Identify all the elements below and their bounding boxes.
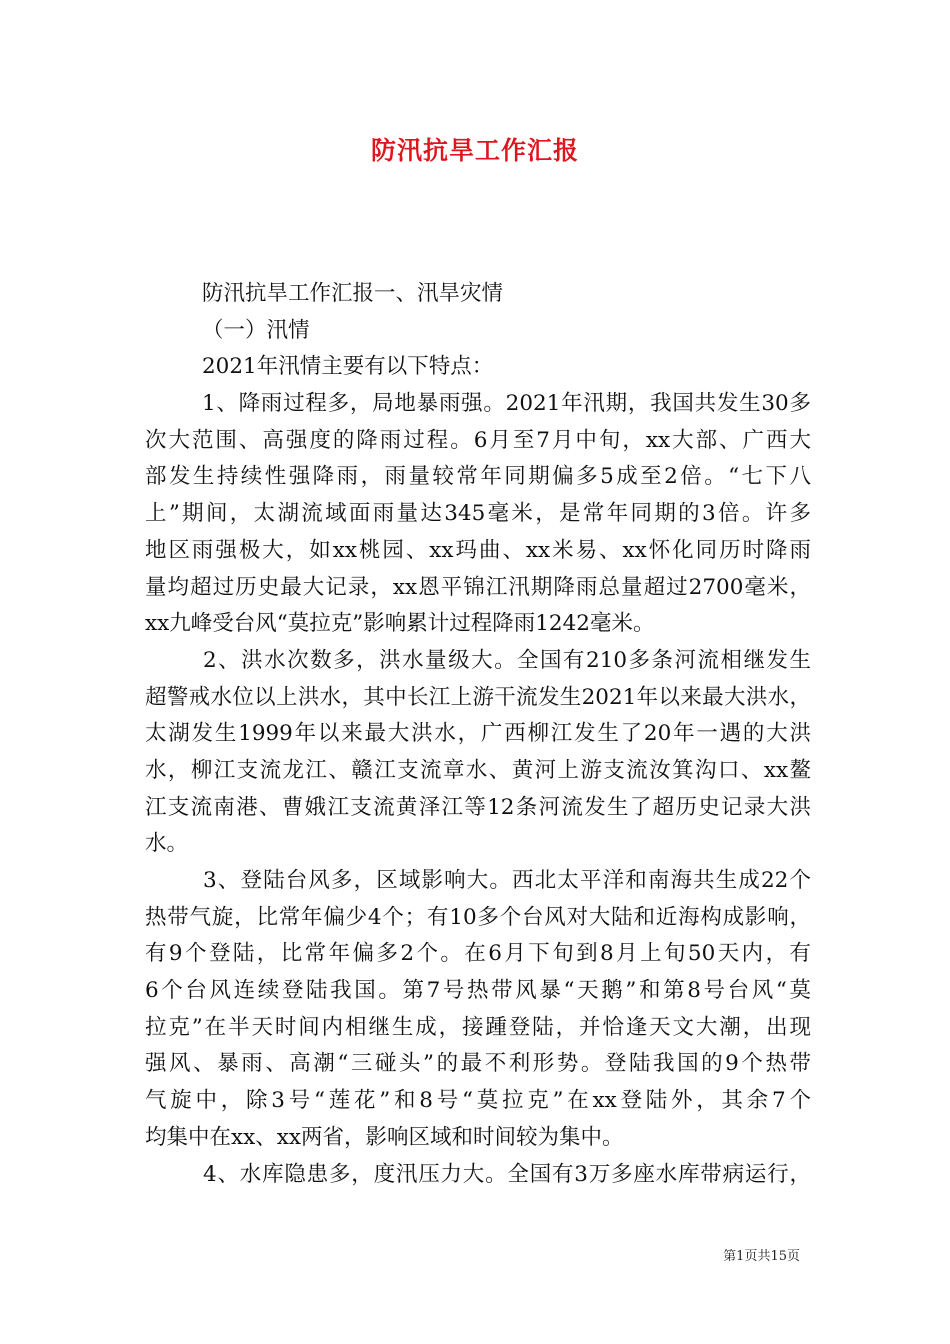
- paragraph-line: 部发生持续性强降雨，雨量较常年同期偏多5成至2倍。“七下八: [145, 464, 811, 490]
- paragraph-line: 1、降雨过程多，局地暴雨强。2021年汛期，我国共发生30多: [202, 391, 811, 417]
- paragraph-line: 水。: [145, 831, 189, 857]
- paragraph-line: 地区雨强极大，如xx桃园、xx玛曲、xx米易、xx怀化同历时降雨: [145, 537, 811, 563]
- paragraph-line: 6个台风连续登陆我国。第7号热带风暴“天鹅”和第8号台风“莫: [145, 978, 811, 1004]
- paragraph-line: 热带气旋，比常年偏少4个；有10多个台风对大陆和近海构成影响，: [145, 904, 811, 930]
- paragraph-line: 4、水库隐患多，度汛压力大。全国有3万多座水库带病运行，: [203, 1161, 811, 1187]
- paragraph-line: 强风、暴雨、高潮“三碰头”的最不利形势。登陆我国的9个热带: [145, 1051, 811, 1077]
- document-body: [145, 276, 811, 1193]
- paragraph-line: 水，柳江支流龙江、赣江支流章水、黄河上游支流汝箕沟口、xx鳌: [145, 757, 811, 783]
- document-title: 防汛抗旱工作汇报: [370, 136, 579, 165]
- paragraph-line: 3、登陆台风多，区域影响大。西北太平洋和南海共生成22个: [203, 868, 811, 893]
- paragraph-line: 上”期间，太湖流域面雨量达345毫米，是常年同期的3倍。许多: [145, 501, 811, 527]
- paragraph-line: 2021年汛情主要有以下特点：: [202, 354, 494, 380]
- paragraph-line: xx九峰受台风“莫拉克”影响累计过程降雨1242毫米。: [145, 611, 655, 637]
- paragraph-line: 气旋中，除3号“莲花”和8号“莫拉克”在xx登陆外，其余7个: [145, 1088, 811, 1114]
- paragraph-line: 均集中在xx、xx两省，影响区域和时间较为集中。: [145, 1124, 624, 1150]
- page-number-footer: 第1页共15页: [723, 1249, 800, 1264]
- paragraph-line: 防汛抗旱工作汇报一、汛旱灾情: [202, 281, 504, 306]
- paragraph-line: 量均超过历史最大记录，xx恩平锦江汛期降雨总量超过2700毫米，: [145, 574, 811, 600]
- paragraph-line: 太湖发生1999年以来最大洪水，广西柳江发生了20年一遇的大洪: [145, 721, 811, 747]
- paragraph-line: 次大范围、高强度的降雨过程。6月至7月中旬，xx大部、广西大: [145, 427, 811, 453]
- paragraph-line: 江支流南港、曹娥江支流黄泽江等12条河流发生了超历史记录大洪: [145, 794, 811, 820]
- paragraph-line: 有9个登陆，比常年偏多2个。在6月下旬到8月上旬50天内，有: [145, 941, 811, 967]
- paragraph-line: （一）汛情: [202, 317, 310, 343]
- paragraph-line: 超警戒水位以上洪水，其中长江上游干流发生2021年以来最大洪水，: [145, 684, 811, 710]
- paragraph-line: 拉克”在半天时间内相继生成，接踵登陆，并恰逢天文大潮，出现: [145, 1014, 811, 1040]
- paragraph-line: 2、洪水次数多，洪水量级大。全国有210多条河流相继发生: [203, 647, 811, 673]
